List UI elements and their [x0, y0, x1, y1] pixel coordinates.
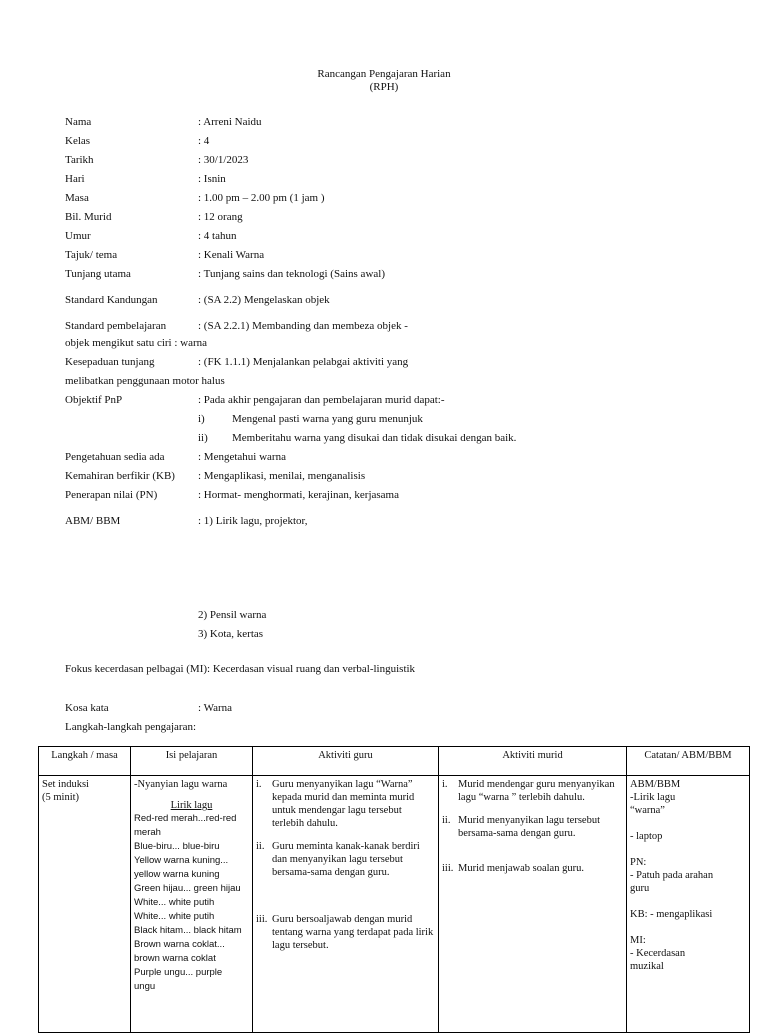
lyrics-block	[134, 812, 249, 994]
catatan-line: “warna”	[630, 805, 665, 816]
label-tarikh: Tarikh	[65, 154, 94, 166]
lyric-line: ungu	[134, 981, 156, 992]
item-text: Guru meminta kanak-kanak berdiri dan menyanyikan lagu tersebut bersama-sama dengan guru.	[272, 841, 420, 878]
header-isi: Isi pelajaran	[131, 747, 253, 776]
item-number: iii.	[256, 914, 268, 925]
abm-item: 3) Kota, kertas	[198, 628, 264, 640]
catatan-line: ABM/BBM	[630, 779, 681, 790]
label-umur: Umur	[65, 230, 91, 242]
item-number: i.	[256, 779, 262, 790]
objective-text: Mengenal pasti warna yang guru menunjuk	[232, 413, 423, 425]
value-standard-pembelajaran: : (SA 2.2.1) Membanding dan membeza objek -	[198, 320, 408, 332]
objective-number: ii)	[198, 432, 208, 444]
label-standard-kandungan: Standard Kandungan	[65, 294, 158, 306]
catatan-line: - Patuh pada arahan	[630, 870, 714, 881]
value-abm: : 1) Lirik lagu, projektor,	[198, 515, 308, 527]
item-number: iii.	[442, 863, 454, 874]
lyric-line: Brown warna coklat...	[134, 939, 225, 950]
value-tunjang-utama: : Tunjang sains dan teknologi (Sains awal)	[198, 268, 385, 280]
lyric-line: Black hitam... black hitam	[134, 925, 242, 936]
label-kosa-kata: Kosa kata	[65, 702, 109, 714]
lyric-line: White... white putih	[134, 897, 215, 908]
value-penerapan: : Hormat- menghormati, kerajinan, kerjasama	[198, 489, 399, 501]
label-penerapan: Penerapan nilai (PN)	[65, 489, 158, 501]
catatan-line	[630, 895, 746, 908]
value-masa: : 1.00 pm – 2.00 pm (1 jam )	[198, 192, 325, 204]
list-item	[256, 913, 435, 952]
catatan-line: MI:	[630, 935, 646, 946]
item-text: Guru bersoaljawab dengan murid tentang warna yang terdapat pada lirik lagu tersebut.	[272, 914, 434, 951]
label-standard-pembelajaran: Standard pembelajaran	[65, 320, 167, 332]
item-text: Murid menjawab soalan guru.	[458, 863, 584, 874]
header-langkah: Langkah / masa	[39, 747, 131, 776]
label-tajuk: Tajuk/ tema	[65, 249, 118, 261]
item-text: Murid menyanyikan lagu tersebut bersama-sama dengan guru.	[458, 815, 601, 839]
catatan-line: - laptop	[630, 831, 663, 842]
value-standard-kandungan: : (SA 2.2) Mengelaskan objek	[198, 294, 330, 306]
item-number: ii.	[256, 841, 265, 852]
standard-pembelajaran-continued: objek mengikut satu ciri : warna	[65, 337, 208, 349]
value-tarikh: : 30/1/2023	[198, 154, 249, 166]
value-kemahiran: : Mengaplikasi, menilai, menganalisis	[198, 470, 366, 482]
objective-text: Memberitahu warna yang disukai dan tidak disukai dengan baik.	[232, 432, 517, 444]
isi-intro: -Nyanyian lagu warna	[134, 779, 228, 790]
cell-aktiviti-murid	[439, 776, 627, 1033]
list-item	[442, 814, 623, 840]
label-pengetahuan: Pengetahuan sedia ada	[65, 451, 165, 463]
value-kesepaduan-tunjang: : (FK 1.1.1) Menjalankan pelabgai aktiviti yang	[198, 356, 409, 368]
label-kemahiran: Kemahiran berfikir (KB)	[65, 470, 175, 482]
item-number: ii.	[442, 815, 451, 826]
value-umur: : 4 tahun	[198, 230, 237, 242]
item-text: Guru menyanyikan lagu “Warna” kepada murid dan meminta murid untuk mendengar lagu tersebut terlebih dahulu.	[272, 779, 415, 829]
langkah-line: (5 minit)	[42, 792, 80, 803]
lyric-line: brown warna coklat	[134, 953, 216, 964]
table-header-row	[39, 747, 750, 776]
lyric-line: Blue-biru... blue-biru	[134, 841, 220, 852]
catatan-line: -Lirik lagu	[630, 792, 676, 803]
value-tajuk: : Kenali Warna	[198, 249, 265, 261]
lyric-line: Green hijau... green hijau	[134, 883, 241, 894]
value-pengetahuan: : Mengetahui warna	[198, 451, 286, 463]
table-row	[39, 776, 750, 1033]
lyric-line: Yellow warna kuning...	[134, 855, 229, 866]
list-item	[256, 840, 435, 879]
item-number: i.	[442, 779, 448, 790]
label-hari: Hari	[65, 173, 85, 185]
cell-isi	[131, 776, 253, 1033]
document-title: Rancangan Pengajaran Harian	[317, 68, 451, 80]
document-subtitle: (RPH)	[369, 81, 399, 93]
lyric-line: merah	[134, 827, 161, 838]
value-nama: : Arreni Naidu	[198, 116, 262, 128]
catatan-line	[630, 817, 746, 830]
item-text: Murid mendengar guru menyanyikan lagu “warna ” terlebih dahulu.	[458, 779, 615, 803]
label-kelas: Kelas	[65, 135, 91, 147]
cell-langkah	[39, 776, 131, 1033]
lyric-line: yellow warna kuning	[134, 869, 220, 880]
catatan-line	[630, 921, 746, 934]
catatan-line: muzikal	[630, 961, 664, 972]
lesson-steps-table	[38, 746, 750, 1033]
label-masa: Masa	[65, 192, 89, 204]
list-item	[256, 778, 435, 830]
header-aktiviti-murid: Aktiviti murid	[439, 747, 627, 776]
lyrics-title: Lirik lagu	[170, 800, 213, 811]
langkah-line: Set induksi	[42, 779, 89, 790]
label-kesepaduan-tunjang: Kesepaduan tunjang	[65, 356, 155, 368]
catatan-line: KB: - mengaplikasi	[630, 909, 713, 920]
cell-catatan	[627, 776, 750, 1033]
label-nama: Nama	[65, 116, 92, 128]
header-aktiviti-guru: Aktiviti guru	[253, 747, 439, 776]
catatan-line: - Kecerdasan	[630, 948, 686, 959]
value-hari: : Isnin	[198, 173, 226, 185]
value-objektif: : Pada akhir pengajaran dan pembelajaran murid dapat:-	[198, 394, 445, 406]
catatan-line: guru	[630, 883, 650, 894]
label-tunjang-utama: Tunjang utama	[65, 268, 131, 280]
cell-aktiviti-guru	[253, 776, 439, 1033]
fokus-kecerdasan: Fokus kecerdasan pelbagai (MI): Kecerdasan visual ruang dan verbal-linguistik	[65, 663, 416, 675]
header-catatan: Catatan/ ABM/BBM	[627, 747, 750, 776]
objective-number: i)	[198, 413, 205, 425]
value-kosa-kata: : Warna	[198, 702, 233, 714]
list-item	[442, 862, 623, 875]
catatan-line: PN:	[630, 857, 647, 868]
lyric-line: Purple ungu... purple	[134, 967, 223, 978]
label-bil-murid: Bil. Murid	[65, 211, 112, 223]
kesepaduan-continued: melibatkan penggunaan motor halus	[65, 375, 225, 387]
value-kelas: : 4	[198, 135, 210, 147]
lyric-line: Red-red merah...red-red	[134, 813, 237, 824]
value-bil-murid: : 12 orang	[198, 211, 243, 223]
label-objektif: Objektif PnP	[65, 394, 123, 406]
label-abm: ABM/ BBM	[65, 515, 121, 527]
abm-item: 2) Pensil warna	[198, 609, 267, 621]
lyric-line: White... white putih	[134, 911, 215, 922]
catatan-line	[630, 843, 746, 856]
list-item	[442, 778, 623, 804]
langkah-heading: Langkah-langkah pengajaran:	[65, 721, 197, 733]
